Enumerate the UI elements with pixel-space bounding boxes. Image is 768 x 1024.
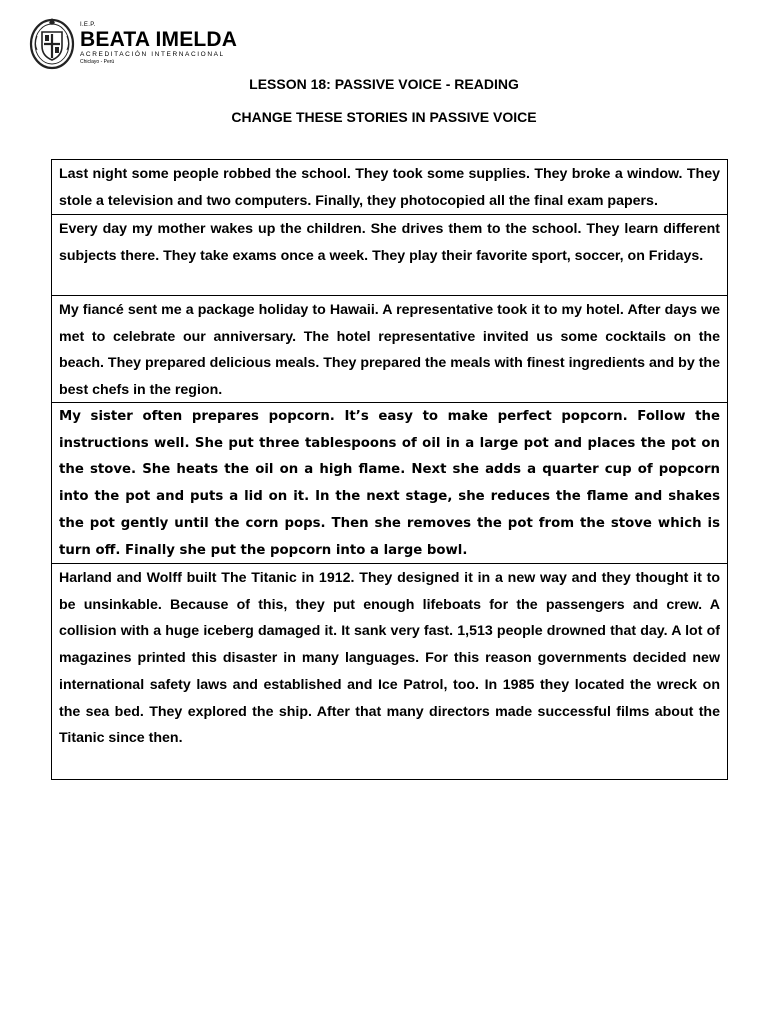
story-cell-titanic: Harland and Wolff built The Titanic in 1912. They designed it in a new way and they thought it to be unsinkable. Because of this, they put enough lifeboats for the passengers and crew. A collision with a huge iceberg damaged it. It sank very fast. 1,513 people drowned that day. A lot of magazines printed this disaster in many languages. For this reason governments decided new international safety laws and established and Ice Patrol, too. In 1985 they located the wreck on the sea bed. They explored the ship. After that many directors made successful films about the Titanic since then. (59, 570, 720, 747)
brand-name: BEATA IMELDA (80, 28, 238, 51)
stories-table (51, 159, 728, 780)
school-brand (80, 22, 237, 65)
school-header (28, 14, 248, 76)
brand-subtitle: ACREDITACIÓN INTERNACIONAL (80, 51, 225, 58)
story-cell-robbery: Last night some people robbed the school. They took some supplies. They broke a window. They stole a television and two computers. Finally, they photocopied all the final exam papers. (52, 160, 727, 215)
lesson-title: LESSON 18: PASSIVE VOICE - READING (249, 76, 519, 92)
instruction-heading: CHANGE THESE STORIES IN PASSIVE VOICE (231, 109, 537, 125)
story-cell-hawaii: My fiancé sent me a package holiday to Hawaii. A representative took it to my hotel. After days we met to celebrate our anniversary. The hotel representative invited us some cocktails on the beach. They prepared delicious meals. They prepared the meals with finest ingredients and by the best chefs in the region. (52, 296, 727, 403)
brand-location: Chiclayo - Perú (80, 59, 115, 65)
story-cell-popcorn: My sister often prepares popcorn. It’s easy to make perfect popcorn. Follow the instructions well. She put three tablespoons of oil in a large pot and places the pot on the stove. She heats the oil on a high flame. Next she adds a quarter cup of popcorn into the pot and puts a lid on it. In the next stage, she reduces the flame and shakes the pot gently until the corn pops. Then she removes the pot from the stove which is turn off. Finally she put the popcorn into a large bowl. (52, 403, 727, 564)
school-seal-icon (28, 14, 76, 72)
story-cell-mother: Every day my mother wakes up the children. She drives them to the school. They learn different subjects there. They take exams once a week. They play their favorite sport, soccer, on Fridays. (52, 215, 727, 296)
brand-prefix: I.E.P. (80, 22, 96, 28)
